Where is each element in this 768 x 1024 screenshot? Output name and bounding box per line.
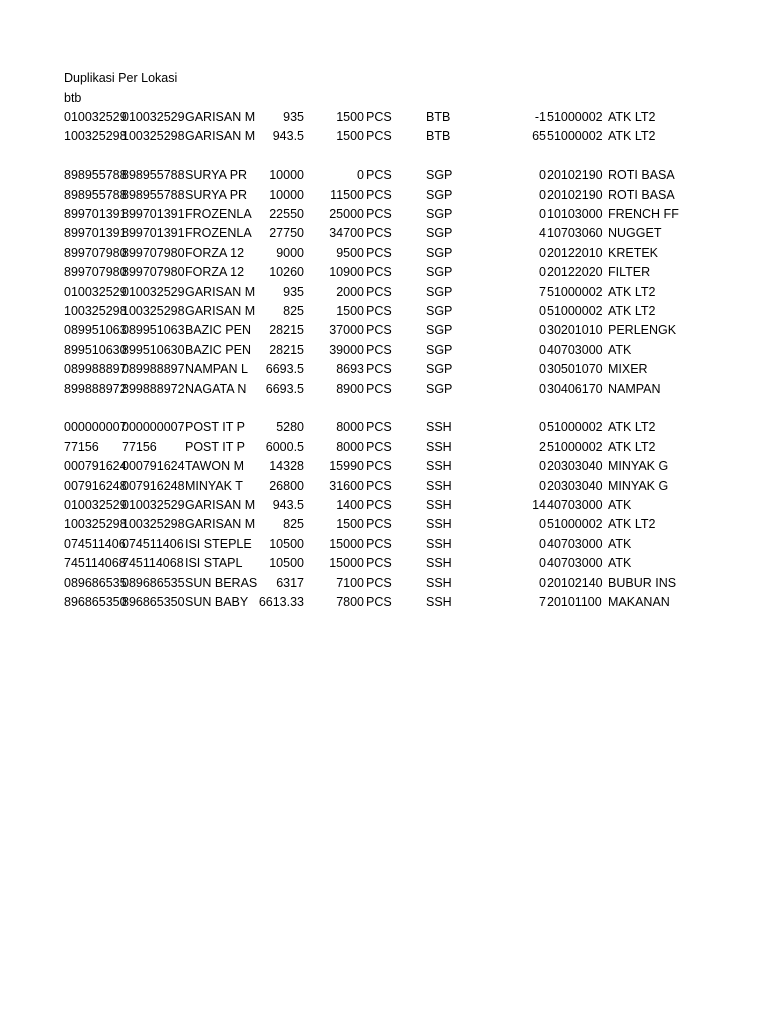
category-code-cell: 20122010 xyxy=(547,246,603,260)
unit-cell: PCS xyxy=(366,343,392,357)
unit-cell: PCS xyxy=(366,498,392,512)
table-row xyxy=(0,341,768,360)
unit-cell: PCS xyxy=(366,576,392,590)
plu-cell: 089686535 xyxy=(122,576,185,590)
item-name-cell: SURYA PR xyxy=(185,188,248,202)
unit-cell: PCS xyxy=(366,420,392,434)
category-code-cell: 10703060 xyxy=(547,226,603,240)
barcode-cell: 745114068 xyxy=(64,556,126,570)
price-cell: 825 xyxy=(283,517,304,531)
item-name-cell: GARISAN M xyxy=(185,129,256,143)
difference-cell: 0 xyxy=(539,246,546,260)
difference-cell: 0 xyxy=(539,420,546,434)
plu-cell: 089951063 xyxy=(122,323,185,337)
price-cell: 28215 xyxy=(269,323,304,337)
table-row xyxy=(0,166,768,185)
unit-cell: PCS xyxy=(366,459,392,473)
difference-cell: 65 xyxy=(532,129,546,143)
category-code-cell: 51000002 xyxy=(547,420,603,434)
category-code-cell: 40703000 xyxy=(547,498,603,512)
category-name-cell: ATK LT2 xyxy=(608,517,656,531)
plu-cell: 898955788 xyxy=(122,168,185,182)
plu-cell: 100325298 xyxy=(122,129,185,143)
table-row xyxy=(0,205,768,224)
table-row xyxy=(0,283,768,302)
unit-cell: PCS xyxy=(366,285,392,299)
location-cell: SGP xyxy=(426,382,453,396)
barcode-cell: 000000007 xyxy=(64,420,127,434)
category-name-cell: FRENCH FF xyxy=(608,207,679,221)
difference-cell: 0 xyxy=(539,265,546,279)
quantity-cell: 7800 xyxy=(336,595,364,609)
unit-cell: PCS xyxy=(366,246,392,260)
item-name-cell: GARISAN M xyxy=(185,517,256,531)
barcode-cell: 010032529 xyxy=(64,110,127,124)
barcode-cell: 899707980 xyxy=(64,265,127,279)
category-name-cell: NAMPAN xyxy=(608,382,661,396)
item-name-cell: NAGATA N xyxy=(185,382,247,396)
item-name-cell: SUN BABY xyxy=(185,595,249,609)
category-name-cell: NUGGET xyxy=(608,226,662,240)
category-code-cell: 20101100 xyxy=(547,595,602,609)
table-row xyxy=(0,321,768,340)
item-name-cell: ISI STEPLE xyxy=(185,537,252,551)
plu-cell: 089988897 xyxy=(122,362,185,376)
barcode-cell: 074511406 xyxy=(64,537,126,551)
item-name-cell: POST IT P xyxy=(185,440,245,454)
quantity-cell: 8000 xyxy=(336,420,364,434)
plu-cell: 010032529 xyxy=(122,285,185,299)
plu-cell: 100325298 xyxy=(122,517,185,531)
plu-cell: 074511406 xyxy=(122,537,184,551)
category-code-cell: 20122020 xyxy=(547,265,603,279)
table-row xyxy=(0,127,768,146)
quantity-cell: 2000 xyxy=(336,285,364,299)
barcode-cell: 007916248 xyxy=(64,479,127,493)
price-cell: 10500 xyxy=(269,556,304,570)
category-name-cell: ATK xyxy=(608,343,632,357)
item-name-cell: GARISAN M xyxy=(185,498,256,512)
item-name-cell: ISI STAPL xyxy=(185,556,243,570)
unit-cell: PCS xyxy=(366,537,392,551)
unit-cell: PCS xyxy=(366,595,392,609)
price-cell: 943.5 xyxy=(272,498,304,512)
table-row xyxy=(0,554,768,573)
price-cell: 6613.33 xyxy=(258,595,304,609)
category-name-cell: ATK LT2 xyxy=(608,110,656,124)
difference-cell: 0 xyxy=(539,362,546,376)
location-cell: SSH xyxy=(426,440,452,454)
barcode-cell: 000791624 xyxy=(64,459,127,473)
location-cell: SSH xyxy=(426,595,452,609)
plu-cell: 77156 xyxy=(122,440,157,454)
category-code-cell: 40703000 xyxy=(547,343,603,357)
barcode-cell: 899701391 xyxy=(64,226,127,240)
location-cell: SGP xyxy=(426,343,453,357)
category-name-cell: ATK xyxy=(608,537,632,551)
quantity-cell: 1400 xyxy=(336,498,364,512)
unit-cell: PCS xyxy=(366,265,392,279)
unit-cell: PCS xyxy=(366,556,392,570)
price-cell: 10000 xyxy=(269,188,304,202)
quantity-cell: 8693 xyxy=(336,362,364,376)
item-name-cell: GARISAN M xyxy=(185,110,256,124)
quantity-cell: 1500 xyxy=(336,517,364,531)
price-cell: 9000 xyxy=(276,246,304,260)
sheet-subtitle: btb xyxy=(64,91,82,105)
unit-cell: PCS xyxy=(366,382,392,396)
category-name-cell: ATK LT2 xyxy=(608,420,656,434)
category-code-cell: 40703000 xyxy=(547,537,603,551)
category-code-cell: 20102190 xyxy=(547,188,603,202)
unit-cell: PCS xyxy=(366,323,392,337)
quantity-cell: 1500 xyxy=(336,110,364,124)
quantity-cell: 15990 xyxy=(329,459,364,473)
barcode-cell: 899510630 xyxy=(64,343,127,357)
location-cell: SGP xyxy=(426,304,453,318)
difference-cell: 0 xyxy=(539,168,546,182)
price-cell: 5280 xyxy=(276,420,304,434)
difference-cell: 4 xyxy=(539,226,546,240)
barcode-cell: 898955788 xyxy=(64,188,127,202)
category-code-cell: 30501070 xyxy=(547,362,603,376)
item-name-cell: FORZA 12 xyxy=(185,246,245,260)
price-cell: 6693.5 xyxy=(265,362,304,376)
table-row xyxy=(0,244,768,263)
table-row xyxy=(0,263,768,282)
barcode-cell: 010032529 xyxy=(64,285,127,299)
barcode-cell: 77156 xyxy=(64,440,99,454)
category-code-cell: 51000002 xyxy=(547,110,603,124)
table-row xyxy=(0,535,768,554)
unit-cell: PCS xyxy=(366,440,392,454)
plu-cell: 896865350 xyxy=(122,595,185,609)
price-cell: 22550 xyxy=(269,207,304,221)
quantity-cell: 31600 xyxy=(329,479,364,493)
location-cell: SGP xyxy=(426,168,453,182)
plu-cell: 899707980 xyxy=(122,246,185,260)
table-row xyxy=(0,380,768,399)
category-name-cell: ATK xyxy=(608,498,632,512)
table-row xyxy=(0,496,768,515)
barcode-cell: 089686535 xyxy=(64,576,127,590)
category-code-cell: 20303040 xyxy=(547,459,603,473)
category-code-cell: 20102190 xyxy=(547,168,603,182)
difference-cell: 2 xyxy=(539,440,546,454)
location-cell: SSH xyxy=(426,498,452,512)
price-cell: 935 xyxy=(283,110,304,124)
barcode-cell: 010032529 xyxy=(64,498,127,512)
difference-cell: 0 xyxy=(539,576,546,590)
location-cell: BTB xyxy=(426,129,451,143)
category-name-cell: PERLENGK xyxy=(608,323,677,337)
location-cell: SSH xyxy=(426,420,452,434)
location-cell: SSH xyxy=(426,517,452,531)
barcode-cell: 899707980 xyxy=(64,246,127,260)
unit-cell: PCS xyxy=(366,207,392,221)
quantity-cell: 8000 xyxy=(336,440,364,454)
barcode-cell: 100325298 xyxy=(64,129,127,143)
difference-cell: 0 xyxy=(539,459,546,473)
table-row xyxy=(0,457,768,476)
category-code-cell: 20303040 xyxy=(547,479,603,493)
item-name-cell: NAMPAN L xyxy=(185,362,248,376)
category-code-cell: 51000002 xyxy=(547,285,603,299)
category-name-cell: FILTER xyxy=(608,265,651,279)
location-cell: SGP xyxy=(426,226,453,240)
unit-cell: PCS xyxy=(366,129,392,143)
location-cell: SSH xyxy=(426,459,452,473)
difference-cell: 0 xyxy=(539,304,546,318)
category-name-cell: ATK xyxy=(608,556,632,570)
table-row xyxy=(0,418,768,437)
category-name-cell: KRETEK xyxy=(608,246,659,260)
location-cell: SGP xyxy=(426,285,453,299)
item-name-cell: FROZENLA xyxy=(185,207,252,221)
category-code-cell: 51000002 xyxy=(547,129,603,143)
plu-cell: 100325298 xyxy=(122,304,185,318)
location-cell: SSH xyxy=(426,556,452,570)
category-name-cell: ATK LT2 xyxy=(608,440,656,454)
difference-cell: 0 xyxy=(539,343,546,357)
unit-cell: PCS xyxy=(366,517,392,531)
plu-cell: 000791624 xyxy=(122,459,185,473)
quantity-cell: 0 xyxy=(357,168,364,182)
category-name-cell: ROTI BASA xyxy=(608,168,675,182)
unit-cell: PCS xyxy=(366,362,392,376)
quantity-cell: 39000 xyxy=(329,343,364,357)
difference-cell: 0 xyxy=(539,537,546,551)
table-row xyxy=(0,574,768,593)
table-row xyxy=(0,224,768,243)
plu-cell: 899701391 xyxy=(122,207,185,221)
category-name-cell: ATK LT2 xyxy=(608,129,656,143)
category-name-cell: ATK LT2 xyxy=(608,285,656,299)
unit-cell: PCS xyxy=(366,226,392,240)
plu-cell: 007916248 xyxy=(122,479,185,493)
quantity-cell: 1500 xyxy=(336,304,364,318)
category-code-cell: 10103000 xyxy=(547,207,603,221)
quantity-cell: 25000 xyxy=(329,207,364,221)
unit-cell: PCS xyxy=(366,110,392,124)
quantity-cell: 34700 xyxy=(329,226,364,240)
quantity-cell: 8900 xyxy=(336,382,364,396)
difference-cell: 0 xyxy=(539,556,546,570)
category-code-cell: 30406170 xyxy=(547,382,603,396)
difference-cell: 0 xyxy=(539,323,546,337)
price-cell: 26800 xyxy=(269,479,304,493)
category-code-cell: 20102140 xyxy=(547,576,603,590)
category-code-cell: 51000002 xyxy=(547,517,603,531)
location-cell: SSH xyxy=(426,479,452,493)
barcode-cell: 089951063 xyxy=(64,323,127,337)
plu-cell: 899701391 xyxy=(122,226,185,240)
table-row xyxy=(0,108,768,127)
difference-cell: -1 xyxy=(534,110,546,124)
item-name-cell: MINYAK T xyxy=(185,479,243,493)
location-cell: SGP xyxy=(426,188,453,202)
item-name-cell: FROZENLA xyxy=(185,226,252,240)
location-cell: SGP xyxy=(426,362,453,376)
quantity-cell: 10900 xyxy=(329,265,364,279)
price-cell: 935 xyxy=(283,285,304,299)
difference-cell: 0 xyxy=(539,207,546,221)
plu-cell: 899888972 xyxy=(122,382,185,396)
difference-cell: 0 xyxy=(539,517,546,531)
category-code-cell: 51000002 xyxy=(547,304,603,318)
item-name-cell: TAWON M xyxy=(185,459,245,473)
category-code-cell: 30201010 xyxy=(547,323,603,337)
table-row xyxy=(0,186,768,205)
difference-cell: 7 xyxy=(539,595,546,609)
price-cell: 6000.5 xyxy=(265,440,304,454)
category-name-cell: MIXER xyxy=(608,362,648,376)
item-name-cell: FORZA 12 xyxy=(185,265,245,279)
barcode-cell: 100325298 xyxy=(64,517,127,531)
barcode-cell: 089988897 xyxy=(64,362,127,376)
item-name-cell: GARISAN M xyxy=(185,304,256,318)
table-row xyxy=(0,438,768,457)
item-name-cell: SURYA PR xyxy=(185,168,248,182)
plu-cell: 010032529 xyxy=(122,110,185,124)
location-cell: SGP xyxy=(426,265,453,279)
category-name-cell: ROTI BASA xyxy=(608,188,675,202)
quantity-cell: 1500 xyxy=(336,129,364,143)
unit-cell: PCS xyxy=(366,188,392,202)
item-name-cell: SUN BERAS xyxy=(185,576,258,590)
price-cell: 6693.5 xyxy=(265,382,304,396)
difference-cell: 0 xyxy=(539,188,546,202)
plu-cell: 898955788 xyxy=(122,188,185,202)
location-cell: SSH xyxy=(426,576,452,590)
sheet-title: Duplikasi Per Lokasi xyxy=(64,71,178,85)
price-cell: 28215 xyxy=(269,343,304,357)
price-cell: 10500 xyxy=(269,537,304,551)
plu-cell: 745114068 xyxy=(122,556,184,570)
table-row xyxy=(0,515,768,534)
quantity-cell: 15000 xyxy=(329,537,364,551)
quantity-cell: 9500 xyxy=(336,246,364,260)
difference-cell: 14 xyxy=(532,498,546,512)
difference-cell: 0 xyxy=(539,382,546,396)
quantity-cell: 7100 xyxy=(336,576,364,590)
plu-cell: 010032529 xyxy=(122,498,185,512)
plu-cell: 000000007 xyxy=(122,420,185,434)
location-cell: SSH xyxy=(426,537,452,551)
quantity-cell: 37000 xyxy=(329,323,364,337)
table-row xyxy=(0,477,768,496)
item-name-cell: BAZIC PEN xyxy=(185,323,251,337)
location-cell: SGP xyxy=(426,246,453,260)
barcode-cell: 899701391 xyxy=(64,207,127,221)
barcode-cell: 898955788 xyxy=(64,168,127,182)
difference-cell: 0 xyxy=(539,479,546,493)
category-name-cell: MINYAK G xyxy=(608,479,669,493)
price-cell: 943.5 xyxy=(272,129,304,143)
price-cell: 10000 xyxy=(269,168,304,182)
difference-cell: 7 xyxy=(539,285,546,299)
price-cell: 14328 xyxy=(269,459,304,473)
category-name-cell: ATK LT2 xyxy=(608,304,656,318)
plu-cell: 899510630 xyxy=(122,343,185,357)
location-cell: SGP xyxy=(426,323,453,337)
price-cell: 10260 xyxy=(269,265,304,279)
category-code-cell: 40703000 xyxy=(547,556,603,570)
price-cell: 825 xyxy=(283,304,304,318)
category-name-cell: MINYAK G xyxy=(608,459,669,473)
item-name-cell: POST IT P xyxy=(185,420,245,434)
quantity-cell: 11500 xyxy=(330,188,364,202)
unit-cell: PCS xyxy=(366,479,392,493)
item-name-cell: GARISAN M xyxy=(185,285,256,299)
barcode-cell: 100325298 xyxy=(64,304,127,318)
category-name-cell: MAKANAN xyxy=(608,595,670,609)
unit-cell: PCS xyxy=(366,168,392,182)
barcode-cell: 896865350 xyxy=(64,595,127,609)
location-cell: SGP xyxy=(426,207,453,221)
plu-cell: 899707980 xyxy=(122,265,185,279)
table-row xyxy=(0,360,768,379)
category-name-cell: BUBUR INS xyxy=(608,576,677,590)
barcode-cell: 899888972 xyxy=(64,382,127,396)
table-row xyxy=(0,302,768,321)
table-row xyxy=(0,593,768,612)
category-code-cell: 51000002 xyxy=(547,440,603,454)
price-cell: 6317 xyxy=(276,576,304,590)
quantity-cell: 15000 xyxy=(329,556,364,570)
price-cell: 27750 xyxy=(269,226,304,240)
unit-cell: PCS xyxy=(366,304,392,318)
item-name-cell: BAZIC PEN xyxy=(185,343,251,357)
location-cell: BTB xyxy=(426,110,451,124)
